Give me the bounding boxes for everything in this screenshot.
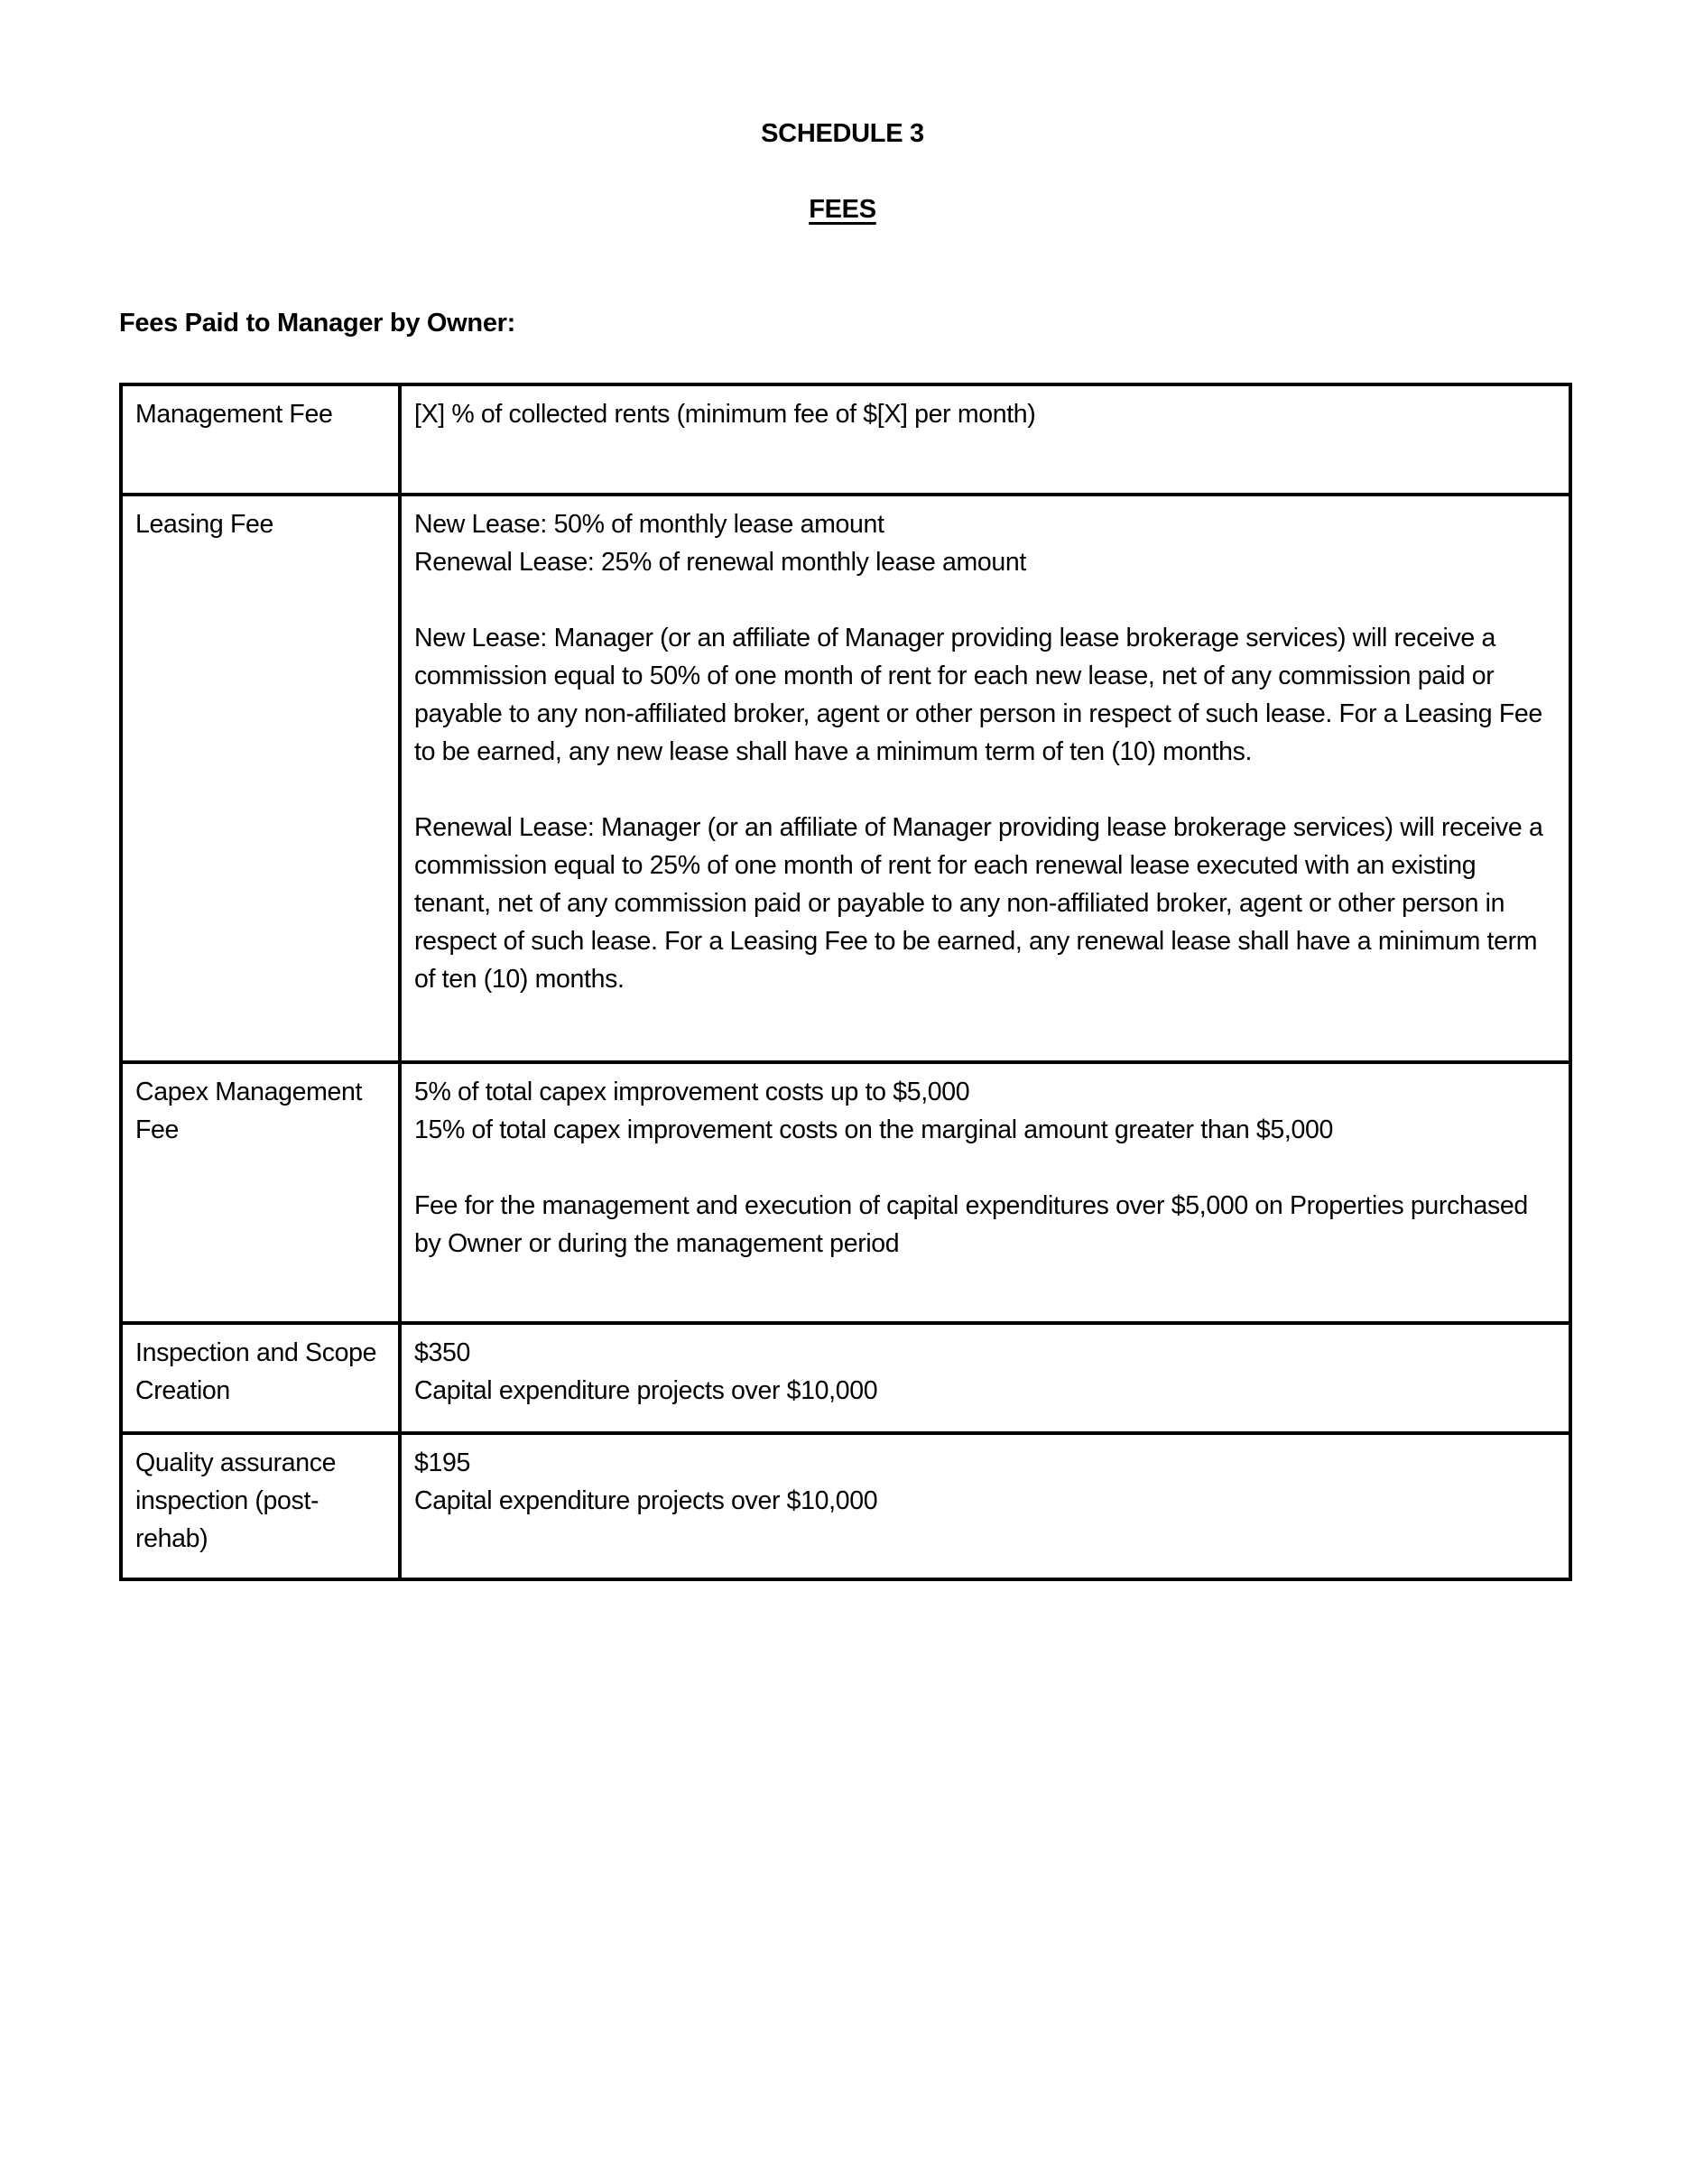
fee-description-cell (400, 1062, 1570, 1323)
description-paragraph (414, 505, 1556, 581)
description-line: Renewal Lease: Manager (or an affiliate of Manager providing lease brokerage services) will receive a commission equal to 25% of one month of rent for each renewal lease executed with an existing tenant, net of any commission paid or payable to any non-affiliated broker, agent or other person in respect of such lease. For a Leasing Fee to be earned, any renewal lease shall have a minimum term of ten (10) months. (414, 813, 1543, 994)
fee-label-cell (121, 1433, 400, 1579)
table-row-leasing-fee (121, 495, 1570, 1062)
description-line: Capital expenditure projects over $10,000 (414, 1376, 878, 1405)
fee-description-cell (400, 1433, 1570, 1579)
schedule-title: SCHEDULE 3 (761, 119, 924, 148)
description-line: 15% of total capex improvement costs on the marginal amount greater than $5,000 (414, 1115, 1333, 1144)
description-line: Fee for the management and execution of capital expenditures over $5,000 on Properties purchased by Owner or during the management period (414, 1191, 1528, 1258)
description-paragraph (414, 1334, 1556, 1410)
fee-label-cell (121, 1323, 400, 1433)
description-paragraph (414, 1073, 1556, 1149)
fee-label-cell (121, 384, 400, 495)
fee-amount: $350 (414, 1338, 471, 1367)
description-paragraph (414, 619, 1556, 771)
table-row-capex-management-fee (121, 1062, 1570, 1323)
description-line: Capital expenditure projects over $10,000 (414, 1486, 878, 1515)
fee-label: Quality assurance inspection (post-rehab) (135, 1448, 337, 1553)
fee-description-cell (400, 384, 1570, 495)
description-line: [X] % of collected rents (minimum fee of $[X] per month) (414, 400, 1036, 429)
fee-label: Leasing Fee (135, 510, 274, 539)
fee-label-cell (121, 495, 400, 1062)
description-line: New Lease: 50% of monthly lease amount (414, 510, 884, 539)
description-line: New Lease: Manager (or an affiliate of Manager providing lease brokerage services) will receive a commission equal to 50% of one month of rent for each new lease, net of any commission paid or payable to any non-affiliated broker, agent or other person in respect of such lease. For a Leasing Fee to be earned, any new lease shall have a minimum term of ten (10) months. (414, 624, 1542, 766)
description-paragraph (414, 1444, 1556, 1520)
fee-description-cell (400, 1323, 1570, 1433)
description-paragraph (414, 1187, 1556, 1263)
description-line: 5% of total capex improvement costs up to $5,000 (414, 1078, 970, 1106)
fee-amount: $195 (414, 1448, 471, 1477)
section-heading: Fees Paid to Manager by Owner: (119, 309, 515, 338)
fee-label: Capex Management Fee (135, 1078, 363, 1144)
fee-label: Inspection and Scope Creation (135, 1338, 377, 1405)
description-paragraph (414, 395, 1556, 433)
fees-title: FEES (809, 195, 876, 224)
table-row-inspection-scope-creation (121, 1323, 1570, 1433)
fee-label-cell (121, 1062, 400, 1323)
description-line: Renewal Lease: 25% of renewal monthly lease amount (414, 548, 1026, 577)
fees-table (119, 383, 1572, 1581)
description-paragraph (414, 809, 1556, 998)
fee-label: Management Fee (135, 400, 333, 429)
fee-description-cell (400, 495, 1570, 1062)
table-row-quality-assurance-inspection (121, 1433, 1570, 1579)
table-row-management-fee (121, 384, 1570, 495)
